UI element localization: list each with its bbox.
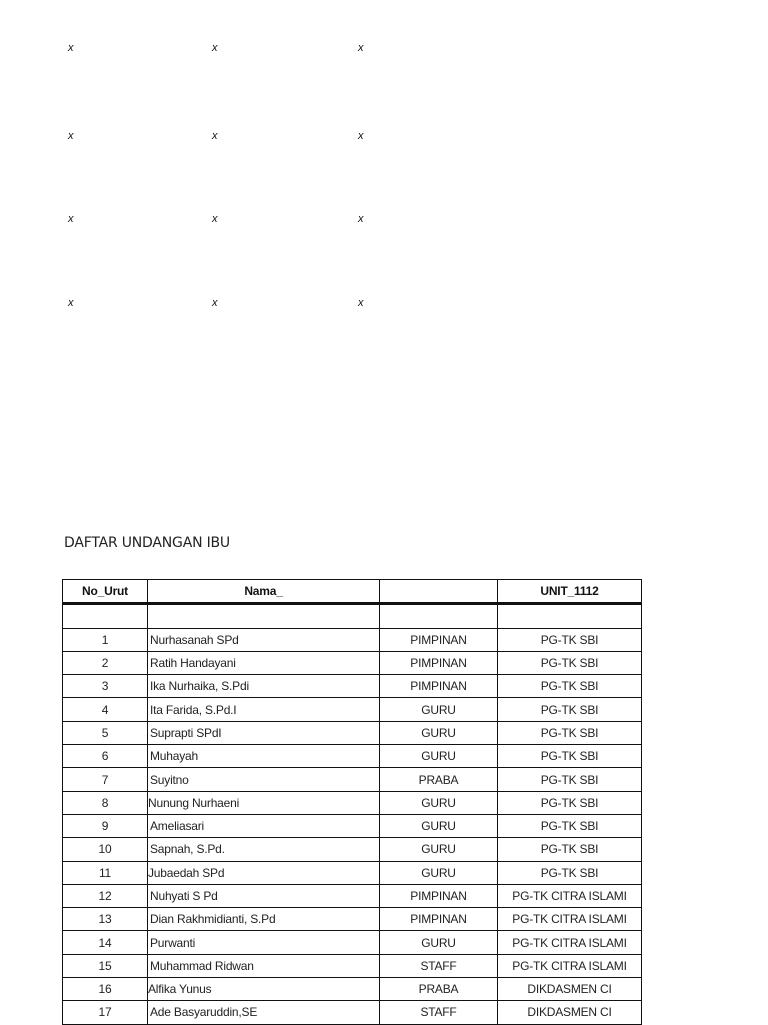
column-header-role [380, 580, 498, 604]
unit-cell: PG-TK SBI [498, 745, 642, 768]
unit-cell [498, 604, 642, 628]
unit-cell: PG-TK CITRA ISLAMI [498, 884, 642, 907]
role-cell: PIMPINAN [380, 675, 498, 698]
name-cell: Purwanti [148, 931, 380, 954]
name-cell: Jubaedah SPd [148, 861, 380, 884]
table-row [63, 954, 642, 977]
role-cell [380, 604, 498, 628]
table-row [63, 604, 642, 628]
column-header-unit: UNIT_1112 [498, 580, 642, 604]
unit-cell: PG-TK SBI [498, 628, 642, 651]
table-row [63, 721, 642, 744]
unit-cell: DIKDASMEN CI [498, 978, 642, 1001]
unit-cell: PG-TK SBI [498, 791, 642, 814]
x-mark: x [358, 213, 364, 225]
table-row [63, 908, 642, 931]
row-number-cell: 8 [63, 791, 148, 814]
name-cell: Nurhasanah SPd [148, 628, 380, 651]
table-body [63, 604, 642, 1024]
table-row [63, 791, 642, 814]
role-cell: GURU [380, 745, 498, 768]
name-cell [148, 604, 380, 628]
x-mark: x [68, 297, 74, 309]
unit-cell: PG-TK SBI [498, 721, 642, 744]
row-number-cell: 2 [63, 651, 148, 674]
row-number-cell: 6 [63, 745, 148, 768]
row-number-cell: 1 [63, 628, 148, 651]
x-mark: x [68, 42, 74, 54]
role-cell: PRABA [380, 768, 498, 791]
unit-cell: PG-TK SBI [498, 838, 642, 861]
name-cell: Ika Nurhaika, S.Pdi [148, 675, 380, 698]
column-header-no-urut: No_Urut [63, 580, 148, 604]
table-row [63, 1001, 642, 1024]
table-row [63, 884, 642, 907]
unit-cell: PG-TK CITRA ISLAMI [498, 954, 642, 977]
x-mark: x [212, 42, 218, 54]
row-number-cell [63, 604, 148, 628]
role-cell: GURU [380, 721, 498, 744]
name-cell: Ade Basyaruddin,SE [148, 1001, 380, 1024]
name-cell: Nunung Nurhaeni [148, 791, 380, 814]
table-row [63, 628, 642, 651]
role-cell: GURU [380, 838, 498, 861]
table-row [63, 768, 642, 791]
name-cell: Ameliasari [148, 814, 380, 837]
table-row [63, 931, 642, 954]
role-cell: STAFF [380, 1001, 498, 1024]
table-row [63, 838, 642, 861]
invitation-table [62, 579, 642, 1025]
unit-cell: PG-TK SBI [498, 814, 642, 837]
name-cell: Suprapti SPdI [148, 721, 380, 744]
x-mark: x [68, 130, 74, 142]
unit-cell: PG-TK SBI [498, 698, 642, 721]
role-cell: PIMPINAN [380, 628, 498, 651]
row-number-cell: 15 [63, 954, 148, 977]
name-cell: Muhayah [148, 745, 380, 768]
row-number-cell: 14 [63, 931, 148, 954]
row-number-cell: 13 [63, 908, 148, 931]
role-cell: GURU [380, 814, 498, 837]
row-number-cell: 4 [63, 698, 148, 721]
table-row [63, 814, 642, 837]
unit-cell: PG-TK SBI [498, 861, 642, 884]
table-row [63, 651, 642, 674]
unit-cell: PG-TK SBI [498, 675, 642, 698]
role-cell: GURU [380, 791, 498, 814]
unit-cell: PG-TK SBI [498, 651, 642, 674]
name-cell: Sapnah, S.Pd. [148, 838, 380, 861]
row-number-cell: 9 [63, 814, 148, 837]
name-cell: Ita Farida, S.Pd.I [148, 698, 380, 721]
x-mark: x [358, 130, 364, 142]
role-cell: GURU [380, 698, 498, 721]
table-header [63, 580, 642, 604]
table-row [63, 675, 642, 698]
row-number-cell: 17 [63, 1001, 148, 1024]
row-number-cell: 5 [63, 721, 148, 744]
table-row [63, 978, 642, 1001]
document-title: DAFTAR UNDANGAN IBU [64, 535, 230, 551]
role-cell: PRABA [380, 978, 498, 1001]
table-row [63, 745, 642, 768]
row-number-cell: 10 [63, 838, 148, 861]
row-number-cell: 16 [63, 978, 148, 1001]
role-cell: GURU [380, 931, 498, 954]
row-number-cell: 3 [63, 675, 148, 698]
x-mark: x [68, 213, 74, 225]
table-row [63, 861, 642, 884]
unit-cell: PG-TK CITRA ISLAMI [498, 908, 642, 931]
name-cell: Alfika Yunus [148, 978, 380, 1001]
name-cell: Suyitno [148, 768, 380, 791]
table-row [63, 698, 642, 721]
name-cell: Ratih Handayani [148, 651, 380, 674]
row-number-cell: 11 [63, 861, 148, 884]
x-mark: x [212, 297, 218, 309]
unit-cell: PG-TK CITRA ISLAMI [498, 931, 642, 954]
role-cell: PIMPINAN [380, 651, 498, 674]
row-number-cell: 12 [63, 884, 148, 907]
role-cell: PIMPINAN [380, 908, 498, 931]
role-cell: PIMPINAN [380, 884, 498, 907]
x-mark: x [358, 297, 364, 309]
x-mark: x [358, 42, 364, 54]
role-cell: GURU [380, 861, 498, 884]
name-cell: Dian Rakhmidianti, S.Pd [148, 908, 380, 931]
x-mark: x [212, 213, 218, 225]
unit-cell: PG-TK SBI [498, 768, 642, 791]
column-header-nama: Nama_ [148, 580, 380, 604]
x-mark: x [212, 130, 218, 142]
name-cell: Muhammad Ridwan [148, 954, 380, 977]
unit-cell: DIKDASMEN CI [498, 1001, 642, 1024]
role-cell: STAFF [380, 954, 498, 977]
header-row [63, 580, 642, 604]
name-cell: Nuhyati S Pd [148, 884, 380, 907]
row-number-cell: 7 [63, 768, 148, 791]
